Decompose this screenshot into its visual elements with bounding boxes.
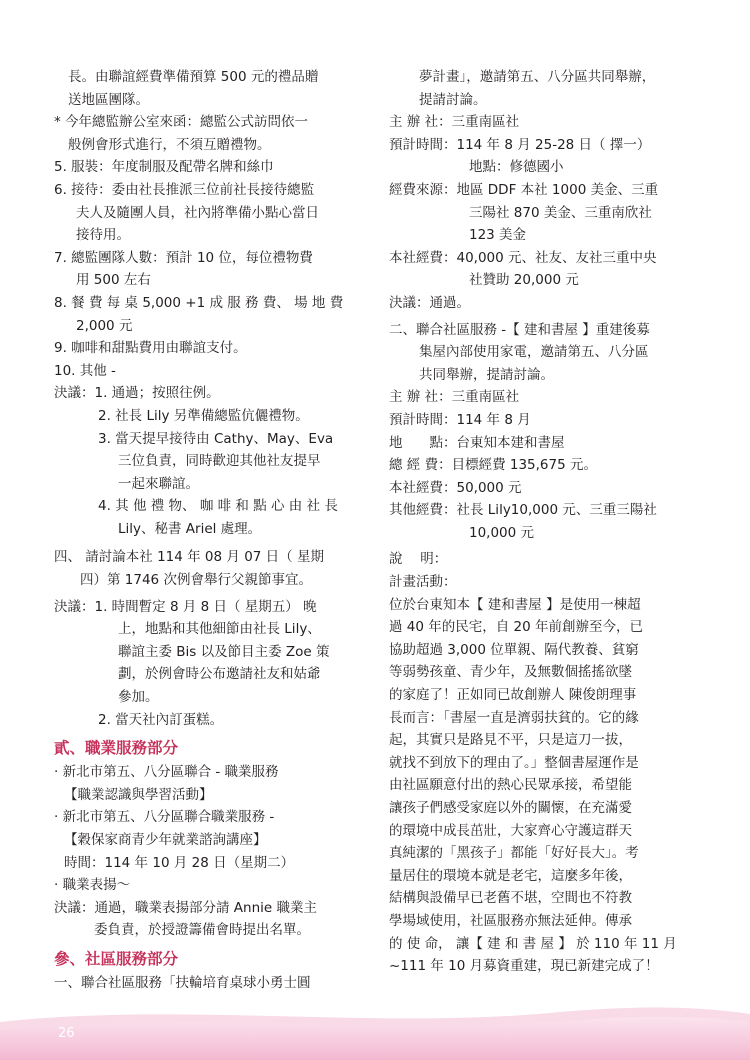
text-line: 決議：1. 時間暫定 8 月 8 日（ 星期五） 晚 xyxy=(54,598,317,615)
text-line: 協助超過 3,000 位單親、隔代教養、貧窮 xyxy=(389,641,639,658)
text-line: 說 明： xyxy=(389,551,448,568)
text-line: 讓孩子們感受家庭以外的關懷，在充滿愛 xyxy=(389,800,632,816)
text-line: 5. 服裝：年度制服及配帶名牌和絲巾 xyxy=(54,159,274,176)
text-line: 9. 咖啡和甜點費用由聯誼支付。 xyxy=(54,340,247,357)
text-line: 真純潔的「黑孩子」都能「好好長大」。考 xyxy=(389,845,639,862)
text-line: 計畫活動： xyxy=(389,574,457,591)
text-line: 時間：114 年 10 月 28 日（星期二） xyxy=(64,854,295,871)
page-number: 26 xyxy=(58,1026,75,1041)
text-line: 學場域使用，社區服務亦無法延伸。傳承 xyxy=(389,912,632,929)
text-line: 長。由聯誼經費準備預算 500 元的禮品贈 xyxy=(68,69,319,85)
text-line: 夢計畫」，邀請第五、八分區共同舉辦， xyxy=(419,69,656,85)
text-line: ~111 年 10 月募資重建，現已新建完成了！ xyxy=(389,958,659,975)
text-line: 地點：修德國小 xyxy=(469,159,564,176)
text-line: 委負責，於授證籌備會時提出名單。 xyxy=(94,922,310,939)
text-line: 等弱勢孩童、青少年，及無數個搖搖欲墜 xyxy=(389,664,632,681)
text-line: 經費來源：地區 DDF 本社 1000 美金、三重 xyxy=(389,181,659,198)
text-line: 2. 社長 Lily 另準備總監伉儷禮物。 xyxy=(98,407,309,424)
text-line: 起，其實只是路見不平，只是這刀一拔， xyxy=(389,732,632,749)
right-column xyxy=(389,66,697,978)
text-line: 二、聯合社區服務 -【 建和書屋 】重建後募 xyxy=(389,321,650,338)
text-line: 的 使 命， 讓【 建 和 書 屋 】 於 110 年 11 月 xyxy=(389,935,677,952)
section-heading: 參、社區服務部分 xyxy=(54,949,179,968)
text-line: 就找不到放下的理由了。」整個書屋運作是 xyxy=(389,754,639,771)
text-line: 主 辦 社：三重南區社 xyxy=(389,114,520,131)
text-line: 預計時間：114 年 8 月 25-28 日（ 擇一） xyxy=(389,136,651,153)
text-line: 總 經 費：目標經費 135,675 元。 xyxy=(389,457,597,474)
text-line: 量居住的環境本就是老宅，這麼多年後， xyxy=(389,867,632,884)
text-line: 三位負責，同時歡迎其他社友提早 xyxy=(118,453,321,470)
text-line: 由社區願意付出的熱心民眾承接，希望能 xyxy=(389,777,632,794)
text-line: 2. 當天社內訂蛋糕。 xyxy=(98,711,224,728)
text-line: 預計時間：114 年 8 月 xyxy=(389,411,531,428)
text-line: 【職業認識與學習活動】 xyxy=(64,786,213,803)
text-line: 決議：1. 通過；按照往例。 xyxy=(54,385,220,402)
text-line: 其他經費：社長 Lily10,000 元、三重三陽社 xyxy=(389,502,657,519)
text-line: 決議：通過，職業表揚部分請 Annie 職業主 xyxy=(54,899,317,916)
text-line: 2,000 元 xyxy=(76,317,133,334)
text-line: 般例會形式進行，不須互贈禮物。 xyxy=(68,136,271,153)
text-line: 本社經費：40,000 元、社友、友社三重中央 xyxy=(389,249,657,266)
text-line: 三陽社 870 美金、三重南欣社 xyxy=(469,204,652,221)
text-line: 接待用。 xyxy=(76,227,130,244)
text-line: 10. 其他 - xyxy=(54,362,116,379)
text-line: 4. 其 他 禮 物、 咖 啡 和 點 心 由 社 長 xyxy=(98,498,338,515)
text-line: 6. 接待：委由社長推派三位前社長接待總監 xyxy=(54,181,315,198)
text-line: 決議：通過。 xyxy=(389,294,470,311)
text-line: 的家庭了！正如同已故創辦人 陳俊朗理事 xyxy=(389,687,637,704)
text-line: 一起來聯誼。 xyxy=(118,475,199,492)
text-line: 參加。 xyxy=(118,689,159,706)
text-line: 夫人及隨團人員，社內將準備小點心當日 xyxy=(76,204,319,221)
text-line: 8. 餐 費 每 桌 5,000 +1 成 服 務 費、 場 地 費 xyxy=(54,294,344,311)
text-line: ‧ 新北市第五、八分區聯合職業服務 - xyxy=(54,809,275,826)
text-line: 共同舉辦，提請討論。 xyxy=(419,366,554,383)
text-line: 7. 總監團隊人數：預計 10 位，每位禮物費 xyxy=(54,249,313,266)
section-heading: 貳、職業服務部分 xyxy=(54,739,179,758)
text-line: * 今年總監辦公室來函：總監公式訪問依一 xyxy=(54,114,309,131)
text-line: 四、 請討論本社 114 年 08 月 07 日（ 星期 xyxy=(54,549,324,566)
text-line: 的環境中成長茁壯，大家齊心守護這群天 xyxy=(389,822,632,839)
footer-wave-decoration xyxy=(0,1000,750,1060)
text-line: 用 500 左右 xyxy=(76,272,151,289)
left-column xyxy=(54,66,366,995)
text-line: 一、聯合社區服務「扶輪培育桌球小勇士圓 xyxy=(54,974,311,991)
text-line: 位於台東知本【 建和書屋 】是使用一棟超 xyxy=(389,596,641,613)
text-line: 【穀保家商青少年就業諮詢講座】 xyxy=(64,832,267,848)
text-line: 主 辦 社：三重南區社 xyxy=(389,389,520,406)
text-line: 長而言：「書屋一直是濟弱扶貧的。它的緣 xyxy=(389,709,639,726)
text-line: Lily、秘書 Ariel 處理。 xyxy=(118,520,262,537)
text-line: 地 點：台東知本建和書屋 xyxy=(389,434,565,451)
text-line: 社贊助 20,000 元 xyxy=(469,272,579,289)
text-line: 本社經費：50,000 元 xyxy=(389,479,522,496)
text-line: ‧ 職業表揚～ xyxy=(54,877,131,894)
text-line: 10,000 元 xyxy=(469,524,535,541)
text-line: 集屋內部使用家電，邀請第五、八分區 xyxy=(419,344,649,361)
text-line: 3. 當天提早接待由 Cathy、May、Eva xyxy=(98,430,334,447)
text-line: 送地區團隊。 xyxy=(68,91,149,108)
text-line: 四）第 1746 次例會舉行父親節事宜。 xyxy=(80,572,312,589)
text-line: 過 40 年的民宅，自 20 年前創辦至今，已 xyxy=(389,619,644,636)
text-line: ‧ 新北市第五、八分區聯合 - 職業服務 xyxy=(54,764,279,781)
text-line: 結構與設備早已老舊不堪，空間也不符教 xyxy=(389,890,632,907)
text-line: 聯誼主委 Bis 以及節目主委 Zoe 策 xyxy=(118,643,330,660)
text-line: 劃，於例會時公布邀請社友和姑爺 xyxy=(118,666,321,683)
text-line: 123 美金 xyxy=(469,227,527,244)
text-line: 上，地點和其他細節由社長 Lily、 xyxy=(118,621,321,638)
text-line: 提請討論。 xyxy=(419,91,487,108)
